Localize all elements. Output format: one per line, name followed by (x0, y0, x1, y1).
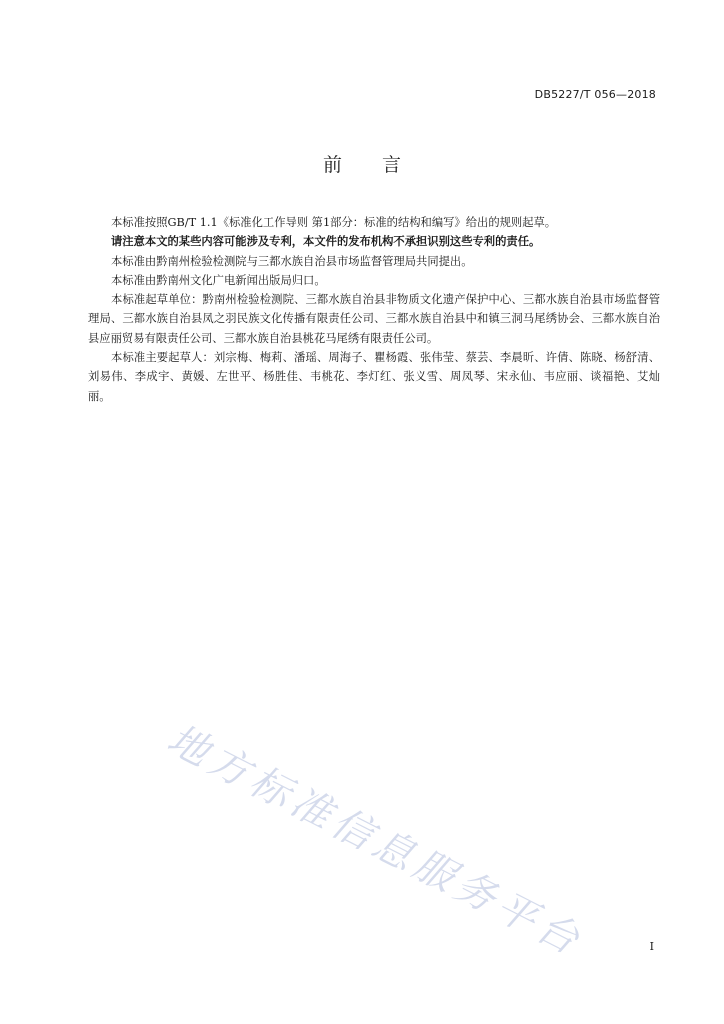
page-number: I (649, 940, 654, 953)
paragraph-drafting-units: 本标准起草单位：黔南州检验检测院、三都水族自治县非物质文化遗产保护中心、三都水族自治县市场监督管理局、三都水族自治县凤之羽民族文化传播有限责任公司、三都水族自治县中和镇三洞马尾绣协会、三都水族自治县应丽贸易有限责任公司、三都水族自治县桃花马尾绣有限责任公司。 (88, 293, 660, 345)
paragraph-proposed-by: 本标准由黔南州检验检测院与三都水族自治县市场监督管理局共同提出。 (111, 254, 473, 268)
paragraph-patent-notice: 请注意本文的某些内容可能涉及专利，本文件的发布机构不承担识别这些专利的责任。 (111, 234, 541, 249)
watermark: 地方标准信息服务平台 (159, 716, 591, 966)
document-code: DB5227/T 056—2018 (534, 88, 656, 101)
paragraph-managed-by: 本标准由黔南州文化广电新闻出版局归口。 (111, 273, 326, 287)
paragraph-drafting-rules: 本标准按照GB/T 1.1《标准化工作导则 第1部分：标准的结构和编写》给出的规则起草。 (111, 216, 557, 229)
page-title: 前言 (322, 154, 441, 176)
paragraph-drafters: 本标准主要起草人：刘宗梅、梅莉、潘瑶、周海子、瞿杨霞、张伟莹、蔡芸、李晨昕、许倩、陈晓、杨舒清、刘易伟、李成宇、黄媛、左世平、杨胜佳、韦桃花、李灯红、张义雪、周凤琴、宋永仙、韦应丽、谈福艳、艾灿丽。 (88, 351, 660, 403)
foreword-body (88, 213, 660, 406)
